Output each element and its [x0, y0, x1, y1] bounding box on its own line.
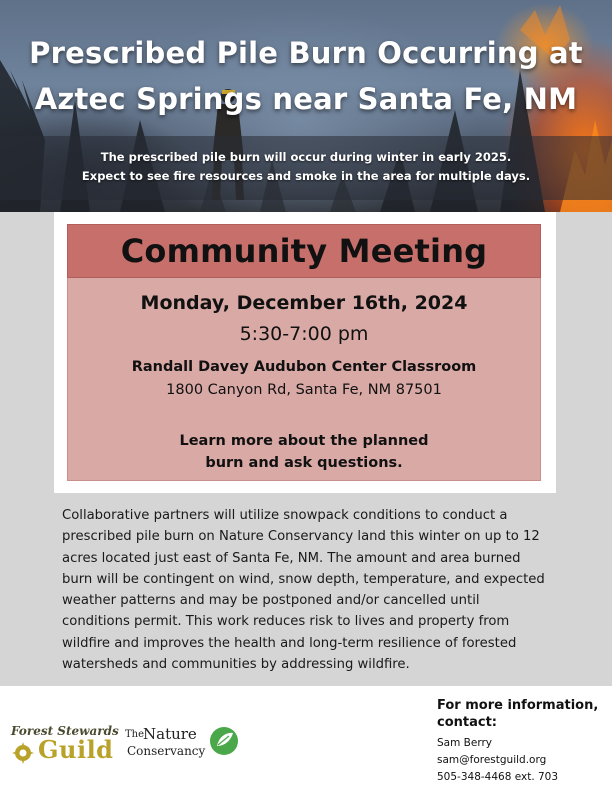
fsg-logo-guild: Guild	[38, 735, 114, 764]
tnc-logo-the: The	[125, 729, 145, 740]
meeting-date: Monday, December 16th, 2024	[140, 292, 468, 314]
meeting-address: 1800 Canyon Rd, Santa Fe, NM 87501	[166, 382, 442, 398]
page-title	[0, 30, 612, 122]
description-line: Collaborative partners will utilize snowpack conditions to conduct a	[62, 508, 508, 523]
header-photo	[0, 0, 612, 212]
title-line: Aztec Springs near Santa Fe, NM	[34, 82, 578, 116]
subtitle-line: The prescribed pile burn will occur during winter in early 2025.	[100, 150, 512, 164]
contact-block	[437, 697, 607, 786]
partner-logos	[0, 686, 430, 791]
cta-line: burn and ask questions.	[205, 455, 403, 471]
contact-phone: 505-348-4468 ext. 703	[437, 771, 559, 783]
fsg-logo-text: Forest Stewards	[11, 724, 119, 738]
description-line: conditions permit. This work reduces risk to lives and property from	[62, 614, 510, 630]
contact-heading: contact:	[437, 715, 497, 730]
sun-icon	[11, 741, 35, 765]
tnc-logo-nature: Nature	[143, 725, 197, 743]
contact-name: Sam Berry	[437, 737, 492, 749]
subtitle-line: Expect to see fire resources and smoke in the area for multiple days.	[81, 169, 531, 183]
description-line: wildfire and improves the health and long-term resilience of forested	[62, 635, 517, 651]
contact-email: sam@forestguild.org	[437, 754, 547, 766]
meeting-details	[67, 278, 541, 481]
description-line: watersheds and communities by addressing wildfire.	[62, 657, 410, 673]
header-subtitle	[0, 148, 612, 186]
description-line: burn will be contingent on wind, snow depth, temperature, and expected	[62, 571, 545, 587]
description-line: prescribed pile burn on Nature Conservancy land this winter on up to 12	[62, 529, 540, 545]
title-line: Prescribed Pile Burn Occurring at	[29, 36, 583, 70]
meeting-venue: Randall Davey Audubon Center Classroom	[131, 359, 477, 375]
description-paragraph	[62, 505, 562, 675]
meeting-time: 5:30-7:00 pm	[239, 323, 369, 345]
tnc-logo-conservancy: Conservancy	[127, 744, 206, 758]
description-line: weather patterns and may be postponed and/or cancelled until	[62, 593, 480, 609]
leaf-icon	[209, 726, 239, 756]
meeting-call-to-action	[68, 430, 540, 474]
description-line: acres located just east of Santa Fe, NM. The amount and area burned	[62, 550, 521, 566]
cta-line: Learn more about the planned	[179, 433, 429, 449]
meeting-title: Community Meeting	[120, 232, 488, 270]
contact-heading: For more information,	[437, 698, 599, 713]
meeting-header	[67, 224, 541, 278]
